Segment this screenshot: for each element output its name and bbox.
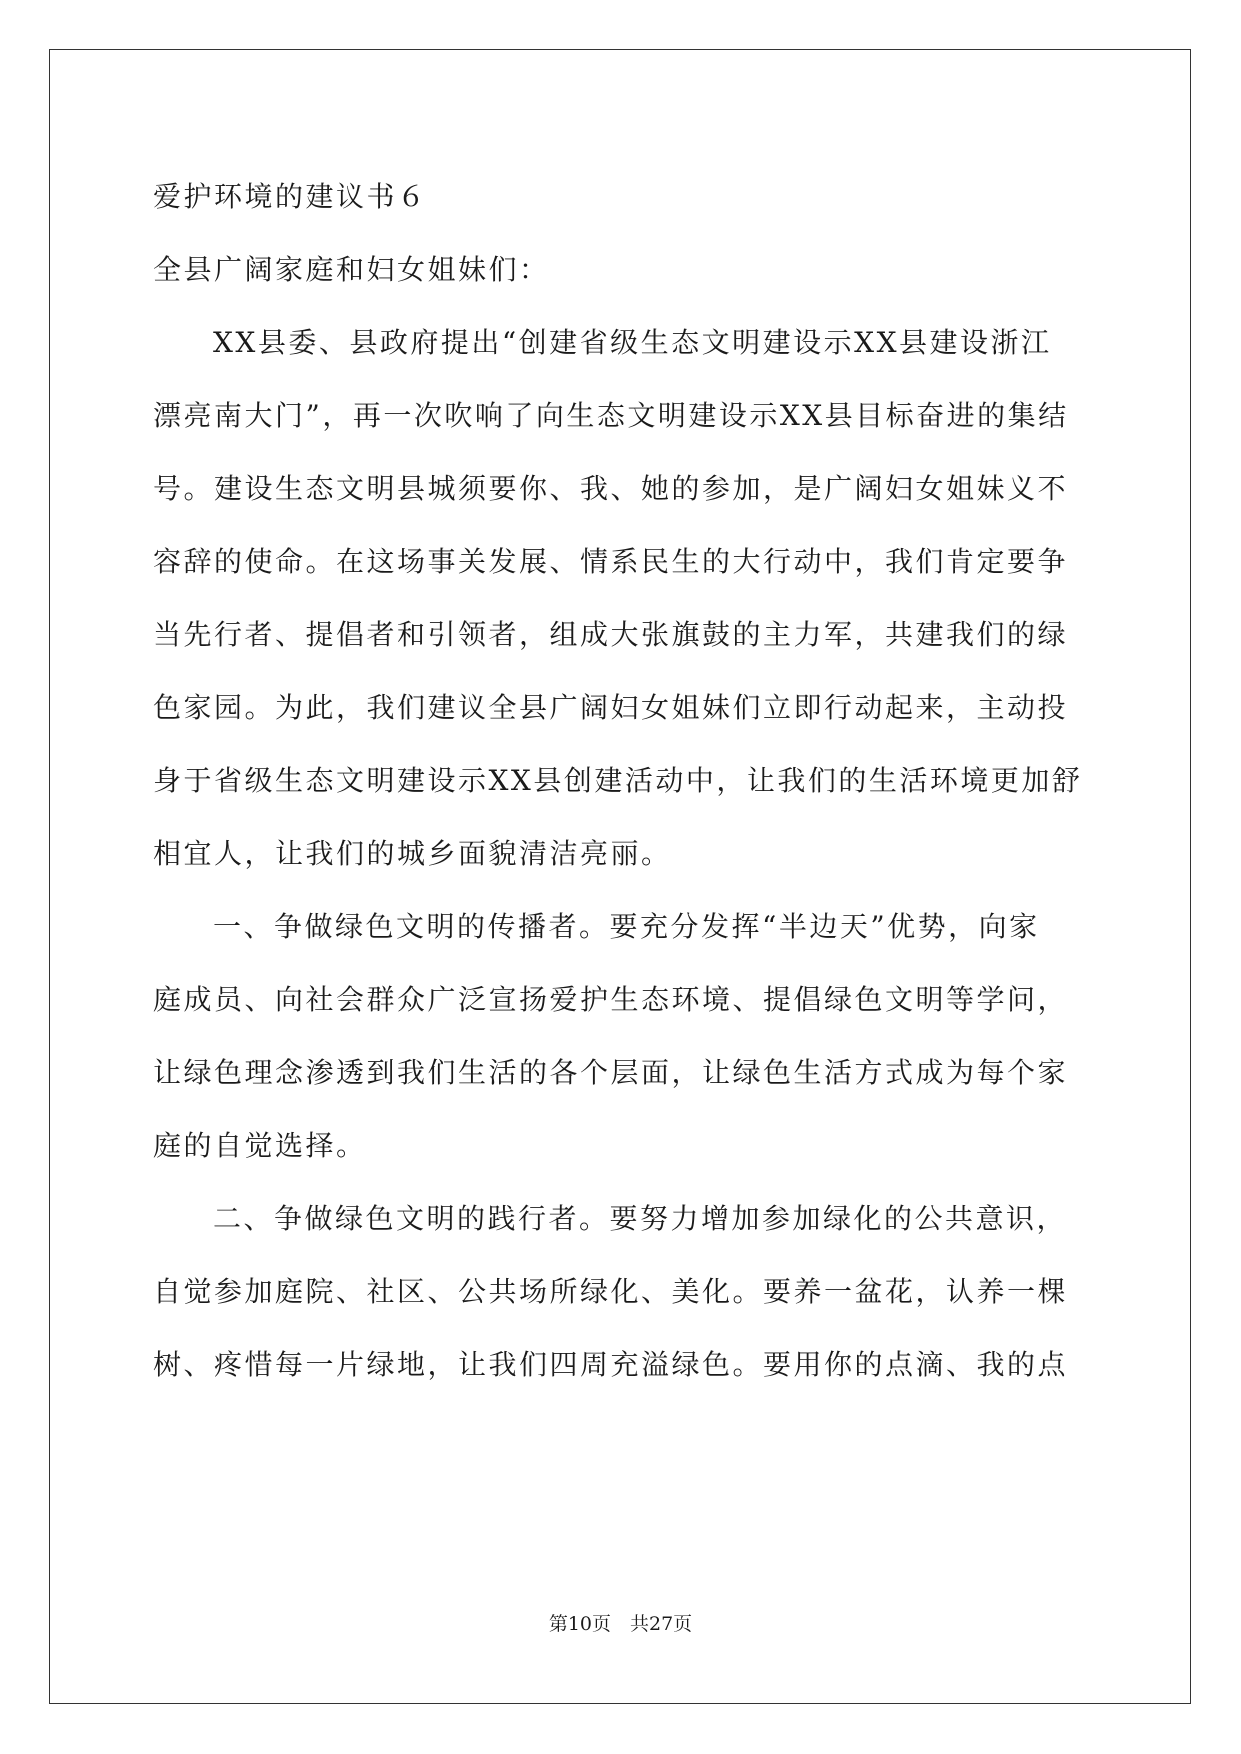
paragraph-line: 庭的自觉选择。 — [153, 1129, 367, 1162]
paragraph-intro — [153, 306, 1091, 890]
paragraph-item-2 — [153, 1182, 1091, 1401]
paragraph-line: 庭成员、向社会群众广泛宣扬爱护生态环境、提倡绿色文明等学问， — [153, 983, 1069, 1016]
paragraph-line: XX县委、县政府提出“创建省级生态文明建设示XX县建设浙江 — [213, 326, 1052, 359]
paragraph-line: 让绿色理念渗透到我们生活的各个层面，让绿色生活方式成为每个家 — [153, 1056, 1069, 1089]
paragraph-item-1 — [153, 890, 1091, 1182]
paragraph-line: 漂亮南大门”，再一次吹响了向生态文明建设示XX县目标奋进的集结 — [153, 399, 1069, 432]
paragraph-line: 当先行者、提倡者和引领者，组成大张旗鼓的主力军，共建我们的绿 — [153, 618, 1069, 651]
paragraph-line: 二、争做绿色文明的践行者。要努力增加参加绿化的公共意识， — [213, 1202, 1068, 1235]
document-body — [153, 160, 1091, 1401]
page-number: 第10页 共27页 — [548, 1613, 693, 1635]
paragraph-line: 树、疼惜每一片绿地，让我们四周充溢绿色。要用你的点滴、我的点 — [153, 1348, 1069, 1381]
paragraph-line: 一、争做绿色文明的传播者。要充分发挥“半边天”优势，向家 — [213, 910, 1040, 943]
paragraph-line: 容辞的使命。在这场事关发展、情系民生的大行动中，我们肯定要争 — [153, 545, 1069, 578]
paragraph-line: 色家园。为此，我们建议全县广阔妇女姐妹们立即行动起来，主动投 — [153, 691, 1069, 724]
paragraph-line: 自觉参加庭院、社区、公共场所绿化、美化。要养一盆花，认养一棵 — [153, 1275, 1069, 1308]
paragraph-line: 身于省级生态文明建设示XX县创建活动中，让我们的生活环境更加舒 — [153, 764, 1083, 797]
paragraph-line: 相宜人，让我们的城乡面貌清洁亮丽。 — [153, 837, 672, 870]
salutation: 全县广阔家庭和妇女姐妹们： — [153, 253, 550, 286]
page-footer — [0, 1609, 1241, 1636]
paragraph-line: 号。建设生态文明县城须要你、我、她的参加，是广阔妇女姐妹义不 — [153, 472, 1069, 505]
document-title: 爱护环境的建议书６ — [153, 180, 428, 213]
